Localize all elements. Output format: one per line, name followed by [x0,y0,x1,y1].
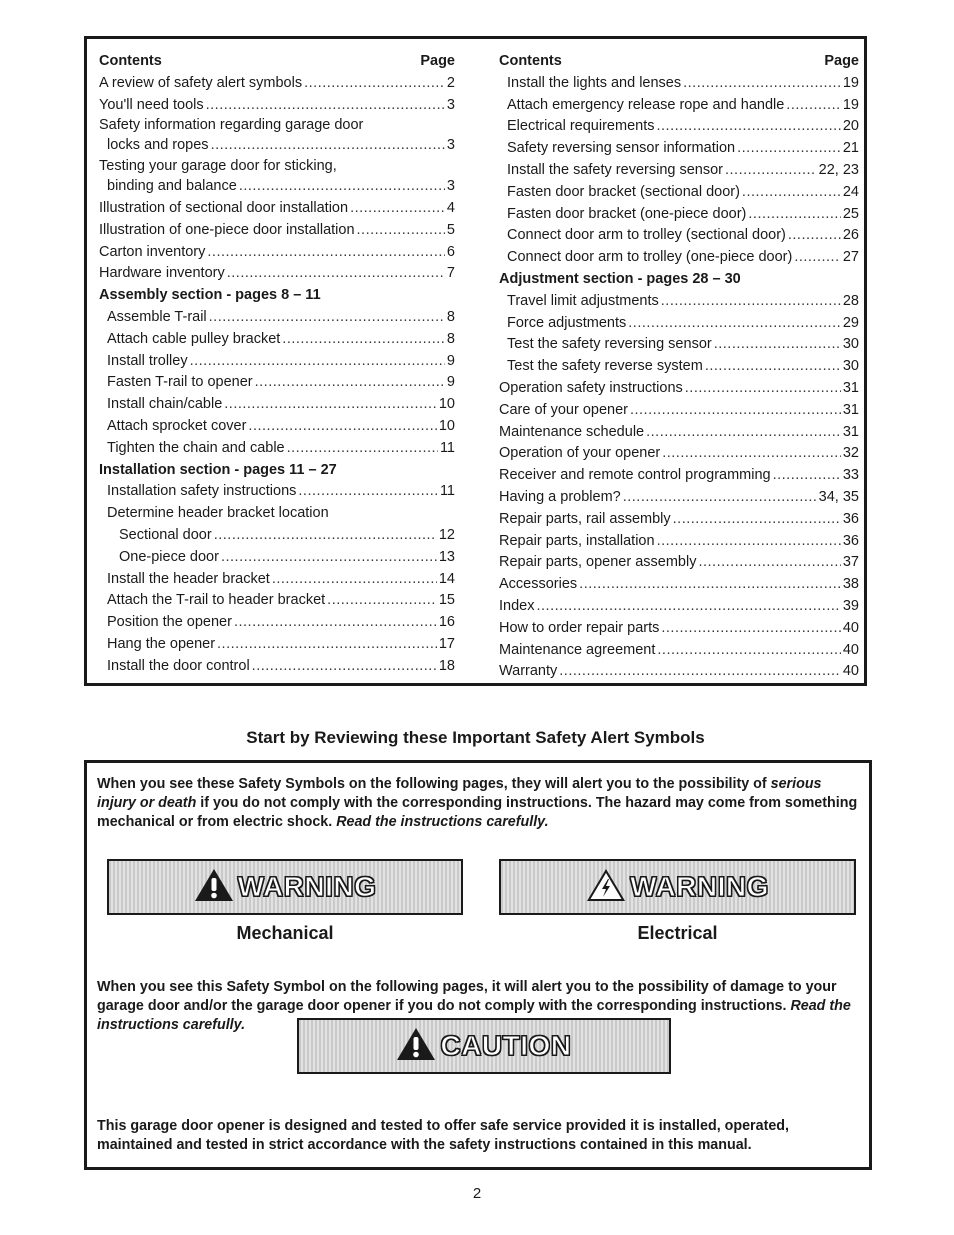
toc-entry [99,95,455,117]
toc-entry-page: 30 [842,358,859,375]
toc-dot-leader [224,394,437,416]
para-emphasis: Read the instructions carefully. [97,998,851,1033]
toc-dot-leader [698,552,840,574]
toc-entry-title: Having a problem? [499,488,621,505]
toc-entry [499,618,859,640]
toc-entry-page: 25 [842,205,859,222]
para-text: if you do not comply with the corresponding instructions. The hazard may come from something mechanical or from electric shock. [97,795,858,830]
toc-entry-page: 11 [439,439,455,456]
toc-entry-page: 17 [438,635,455,652]
toc-entry-page: 3 [446,96,455,113]
toc-entry-page: 22, 23 [818,161,859,178]
toc-dot-leader [227,263,445,285]
toc-entry [499,356,859,378]
toc-entry [499,378,859,400]
electrical-caption: Electrical [637,923,718,943]
toc-entry-title: Install the door control [107,657,250,674]
safety-section-title: Start by Reviewing these Important Safety Alert Symbols [246,728,705,747]
toc-section-heading [499,269,859,291]
toc-entry-page: 14 [438,570,455,587]
toc-dot-leader [239,176,445,198]
toc-entry-page: 28 [842,292,859,309]
warning-mechanical-banner [107,859,463,915]
toc-entry [99,481,455,503]
toc-entry [99,135,455,157]
toc-entry [499,95,859,117]
toc-entry-title: Tighten the chain and cable [107,439,285,456]
toc-entry [499,531,859,553]
toc-entry-title: Warranty [499,663,558,680]
toc-entry-page: 18 [438,657,455,674]
toc-header-title: Contents [499,53,562,69]
toc-entry-title: Hardware inventory [99,265,225,282]
toc-dot-leader [646,422,841,444]
toc-entry-page: 16 [438,614,455,631]
toc-entry [499,313,859,335]
toc-entry [99,329,455,351]
caution-banner [297,1018,671,1074]
toc-entry-title: Installation safety instructions [107,483,297,500]
toc-entry-page: 29 [842,314,859,331]
toc-entry-title: Hang the opener [107,635,216,652]
exclamation-triangle-icon [194,868,234,907]
toc-entry-title: Repair parts, rail assembly [499,510,671,527]
toc-entry-title: How to order repair parts [499,619,660,636]
lightning-triangle-icon [586,868,626,907]
toc-dot-leader [742,182,841,204]
toc-entry-page: 26 [842,227,859,244]
toc-entry-page: 27 [842,249,859,266]
mechanical-caption: Mechanical [236,923,334,943]
toc-entry-title: Position the opener [107,614,232,631]
toc-dot-leader [536,596,840,618]
toc-dot-leader [559,661,841,683]
toc-header-title: Contents [99,53,162,69]
toc-entry-page: 21 [842,140,859,157]
toc-entry-title: Test the safety reversing sensor [507,336,712,353]
toc-entry [99,503,455,525]
toc-section-heading [99,460,455,482]
toc-entry-title: Illustration of one-piece door installation [99,221,355,238]
toc-entry-page: 10 [438,417,455,434]
toc-entry-title: Operation of your opener [499,445,661,462]
toc-entry-title: Attach cable pulley bracket [107,330,281,347]
toc-entry [499,73,859,95]
toc-entry-title: locks and ropes [107,137,209,154]
toc-dot-leader [725,160,817,182]
toc-entry [99,394,455,416]
toc-entry-title: binding and balance [107,178,237,195]
toc-dot-leader [327,590,437,612]
toc-entry [499,443,859,465]
toc-entry-title: Index [499,597,535,614]
toc-dot-leader [579,574,841,596]
toc-entry [99,157,455,176]
toc-dot-leader [683,73,841,95]
toc-entry-title: Adjustment section - pages 28 – 30 [499,270,741,287]
toc-dot-leader [211,135,445,157]
toc-dot-leader [214,525,437,547]
para-text: When you see this Safety Symbol on the following pages, it will alert you to the possibility of damage to your garage door and/or the garage door opener if you do not comply with the corresponding instructions. [97,979,837,1014]
toc-dot-leader [272,569,437,591]
toc-entry [499,291,859,313]
toc-dot-leader [794,247,841,269]
toc-dot-leader [705,356,841,378]
toc-header-page: Page [420,53,455,69]
toc-entry [499,138,859,160]
toc-entry-title: You'll need tools [99,96,204,113]
toc-entry-title: Connect door arm to trolley (one-piece door) [507,249,793,266]
toc-entry-title: Attach the T-rail to header bracket [107,592,326,609]
toc-entry [499,640,859,662]
safety-alert-box [84,760,872,1170]
toc-right-column [499,51,859,683]
para-emphasis: serious injury or death [97,776,822,811]
toc-entry [99,634,455,656]
toc-entry-title: Maintenance agreement [499,641,656,658]
toc-entry-title: Fasten T-rail to opener [107,374,253,391]
toc-entry-page: 5 [446,221,455,238]
toc-entry-page: 8 [446,308,455,325]
toc-dot-leader [282,329,445,351]
toc-entry-title: Install the safety reversing sensor [507,161,723,178]
toc-entry [99,263,455,285]
toc-entry-title: Illustration of sectional door installation [99,199,349,216]
toc-dot-leader [350,198,445,220]
toc-entry-title: Receiver and remote control programming [499,467,771,484]
toc-entry-page: 11 [439,483,455,500]
toc-section-heading [99,285,455,307]
toc-entry-title: One-piece door [119,548,219,565]
toc-entry-title: Electrical requirements [507,118,655,135]
safety-closing-paragraph: This garage door opener is designed and tested to offer safe service provided it is installed, operated, maintained and tested in strict accordance with the safety instructions contained in this manual. [97,1118,789,1153]
toc-entry-page: 6 [446,243,455,260]
toc-entry-page: 33 [842,467,859,484]
toc-entry [99,372,455,394]
toc-entry [499,334,859,356]
toc-entry [499,661,859,683]
toc-entry [499,116,859,138]
toc-entry [99,547,455,569]
toc-dot-leader [357,220,445,242]
toc-dot-leader [209,307,445,329]
toc-header [99,51,455,73]
toc-entry [99,569,455,591]
toc-entry [99,116,455,135]
toc-entry-title: Safety information regarding garage door [99,117,364,134]
toc-entry-page: 7 [446,265,455,282]
toc-dot-leader [673,509,841,531]
toc-entry-page: 12 [438,526,455,543]
toc-entry [99,438,455,460]
toc-entry [99,525,455,547]
toc-entry-title: Operation safety instructions [499,379,683,396]
table-of-contents [84,36,867,686]
warning-label: WARNING [630,871,769,902]
toc-header-page: Page [824,53,859,69]
toc-entry [99,416,455,438]
toc-entry-title: Installation section - pages 11 – 27 [99,461,337,478]
toc-dot-leader [252,656,437,678]
toc-entry-page: 24 [842,183,859,200]
toc-entry-title: Connect door arm to trolley (sectional door) [507,227,786,244]
toc-dot-leader [788,225,841,247]
toc-dot-leader [661,291,841,313]
toc-dot-leader [623,487,817,509]
toc-dot-leader [255,372,445,394]
toc-entry-page: 9 [446,352,455,369]
toc-dot-leader [628,313,841,335]
toc-entry [499,225,859,247]
toc-entry-title: Testing your garage door for sticking, [99,158,337,175]
toc-header [499,51,859,73]
toc-entry-title: Fasten door bracket (one-piece door) [507,205,747,222]
caution-label: CAUTION [440,1030,572,1061]
toc-entry [499,182,859,204]
toc-entry [99,612,455,634]
toc-dot-leader [206,95,445,117]
toc-entry-page: 36 [842,532,859,549]
toc-entry-page: 2 [446,74,455,91]
toc-left-column [99,51,455,678]
exclamation-triangle-icon [396,1027,436,1066]
toc-dot-leader [714,334,841,356]
toc-dot-leader [221,547,437,569]
toc-dot-leader [657,531,841,553]
toc-entry-title: Force adjustments [507,314,627,331]
para-emphasis: Read the instructions carefully. [336,814,549,830]
toc-entry-title: Care of your opener [499,401,628,418]
page-number: 2 [472,1185,482,1202]
toc-entry [499,160,859,182]
toc-entry-page: 19 [842,74,859,91]
toc-entry-title: Safety reversing sensor information [507,140,736,157]
toc-entry-title: Assembly section - pages 8 – 11 [99,287,321,304]
toc-entry [499,552,859,574]
toc-dot-leader [630,400,841,422]
toc-entry-page: 19 [842,96,859,113]
toc-dot-leader [773,465,841,487]
toc-entry [99,220,455,242]
toc-dot-leader [786,95,841,117]
warning-label: WARNING [237,871,377,902]
toc-entry [499,204,859,226]
toc-entry-title: Install trolley [107,352,188,369]
para-text: When you see these Safety Symbols on the following pages, they will alert you to the possibility of [97,776,771,792]
toc-entry-title: Install the header bracket [107,570,270,587]
toc-entry-page: 13 [438,548,455,565]
toc-dot-leader [298,481,438,503]
toc-dot-leader [685,378,841,400]
toc-entry-page: 40 [842,663,859,680]
toc-entry-page: 34, 35 [818,488,859,505]
toc-entry-title: Fasten door bracket (sectional door) [507,183,740,200]
toc-dot-leader [657,640,840,662]
toc-entry-page: 15 [438,592,455,609]
toc-entry-title: Repair parts, installation [499,532,655,549]
toc-dot-leader [661,618,840,640]
toc-dot-leader [656,116,840,138]
toc-entry-title: Sectional door [119,526,212,543]
toc-entry-title: Install chain/cable [107,396,223,413]
toc-entry-page: 31 [842,401,859,418]
toc-entry-title: Carton inventory [99,243,206,260]
toc-entry [99,590,455,612]
toc-entry-page: 39 [842,597,859,614]
toc-entry-title: Accessories [499,576,578,593]
toc-entry-page: 30 [842,336,859,353]
toc-entry [499,509,859,531]
toc-entry [99,307,455,329]
toc-entry-page: 20 [842,118,859,135]
toc-entry-title: Attach emergency release rope and handle [507,96,785,113]
toc-entry-page: 40 [842,641,859,658]
toc-entry [99,73,455,95]
toc-entry-page: 40 [842,619,859,636]
toc-dot-leader [248,416,436,438]
toc-dot-leader [207,242,445,264]
toc-entry-page: 32 [842,445,859,462]
toc-entry [499,400,859,422]
toc-entry-title: Install the lights and lenses [507,74,682,91]
toc-dot-leader [748,204,840,226]
warning-electrical-banner [499,859,856,915]
toc-entry [99,176,455,198]
toc-entry [499,574,859,596]
toc-entry [99,351,455,373]
toc-entry [499,487,859,509]
toc-entry-title: Repair parts, opener assembly [499,554,697,571]
toc-entry-title: A review of safety alert symbols [99,74,303,91]
toc-entry-page: 4 [446,199,455,216]
toc-entry-page: 3 [446,137,455,154]
toc-entry-title: Maintenance schedule [499,423,645,440]
toc-entry [99,198,455,220]
toc-entry-page: 10 [438,396,455,413]
toc-entry [499,422,859,444]
toc-entry-title: Test the safety reverse system [507,358,703,375]
toc-entry [99,242,455,264]
toc-entry-page: 36 [842,510,859,527]
toc-dot-leader [234,612,437,634]
toc-entry-title: Travel limit adjustments [507,292,659,309]
toc-dot-leader [662,443,841,465]
toc-entry-title: Attach sprocket cover [107,417,247,434]
toc-dot-leader [737,138,841,160]
toc-entry [499,247,859,269]
toc-entry-title: Determine header bracket location [107,505,329,522]
toc-entry-title: Assemble T-rail [107,308,207,325]
toc-entry [499,465,859,487]
toc-entry [99,656,455,678]
toc-entry-page: 8 [446,330,455,347]
safety-intro-paragraph [97,775,859,832]
toc-entry [499,596,859,618]
toc-entry-page: 3 [446,178,455,195]
toc-entry-page: 9 [446,374,455,391]
toc-entry-page: 37 [842,554,859,571]
toc-dot-leader [287,438,438,460]
toc-dot-leader [304,73,445,95]
toc-dot-leader [190,351,445,373]
toc-entry-page: 31 [842,423,859,440]
toc-entry-page: 31 [842,379,859,396]
toc-dot-leader [217,634,437,656]
toc-entry-page: 38 [842,576,859,593]
